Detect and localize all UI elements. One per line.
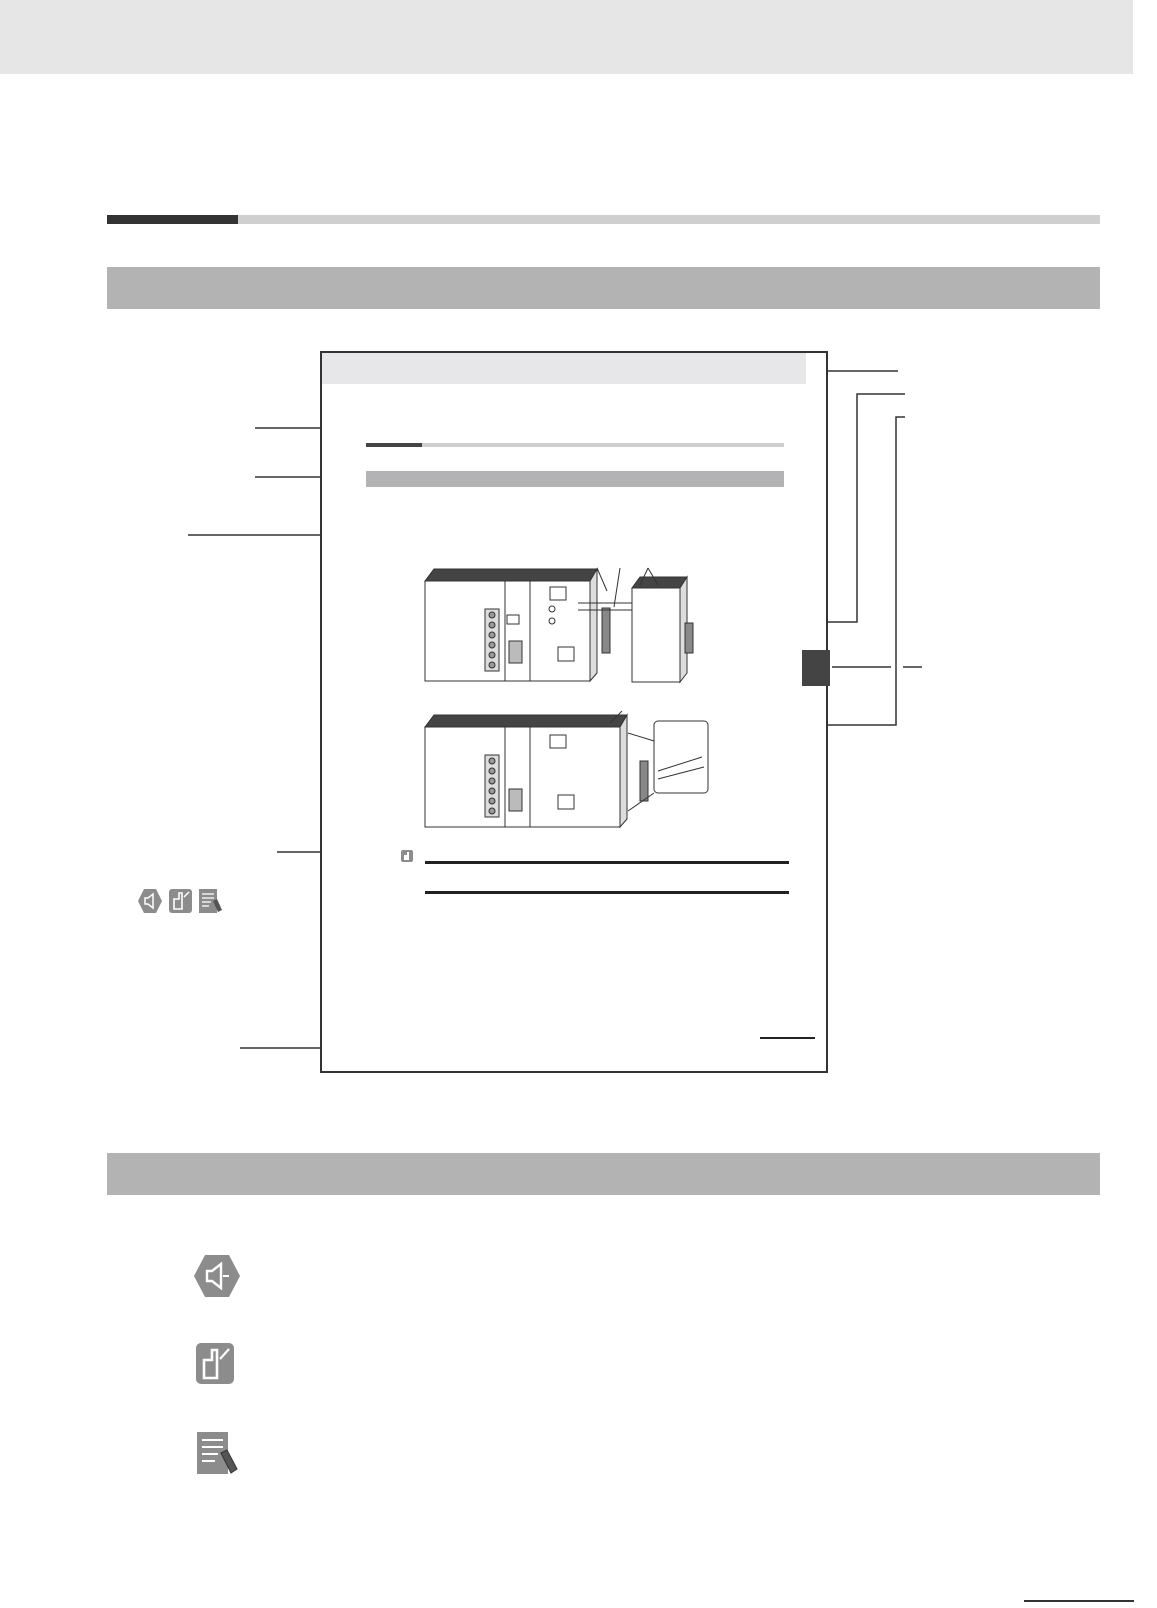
plc-unit-connection-bottom (422, 711, 722, 836)
sample-page-frame (320, 351, 828, 1073)
precautions-for-correct-use-icon (168, 888, 193, 914)
sample-note-rule-top (425, 861, 789, 864)
section-heading-band-page-structure (107, 267, 1100, 309)
title-rule-dark-segment (107, 215, 238, 224)
sample-level2-rule-dark (366, 443, 422, 447)
special-information-icon-row (137, 888, 225, 914)
precautions-for-safe-use-icon (137, 888, 163, 914)
sample-section-tab (802, 650, 830, 686)
sample-level3-heading-band (366, 471, 784, 487)
additional-information-icon (198, 888, 223, 914)
sample-note-icon (400, 849, 414, 863)
title-rule-light-segment (238, 215, 1100, 224)
sample-note-rule-bottom (425, 891, 789, 894)
page-header-band (0, 0, 1133, 74)
leader-line-section-title (816, 394, 905, 622)
precautions-for-correct-use-icon (195, 1342, 235, 1385)
sample-level1-heading-band (322, 353, 806, 384)
additional-information-icon (196, 1431, 238, 1475)
sample-page-number-rule (760, 1037, 815, 1039)
section-heading-band-special-information (107, 1153, 1100, 1195)
precautions-for-safe-use-icon (193, 1254, 241, 1298)
footer-page-rule (1024, 1600, 1134, 1602)
sample-level2-rule-light (422, 443, 784, 447)
plc-unit-connection-top (422, 563, 712, 688)
